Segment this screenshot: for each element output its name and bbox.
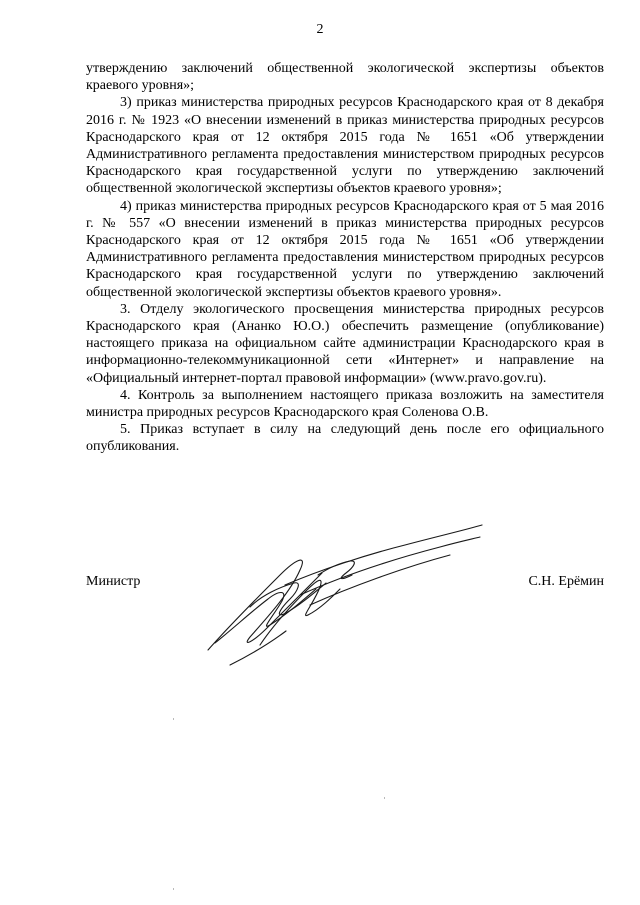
scan-speck xyxy=(173,888,174,890)
page-number: 2 xyxy=(316,22,324,37)
scan-speck xyxy=(384,797,385,799)
signatory-name: С.Н. Ерёмин xyxy=(528,574,604,589)
handwritten-signature xyxy=(190,515,490,675)
scan-speck xyxy=(173,718,174,720)
paragraph-point-4-control: 4. Контроль за выполнением настоящего приказа возложить на заместителя министра природных ресурсов Краснодарского края Соленова О.В. xyxy=(86,387,604,421)
signatory-role: Министр xyxy=(86,574,141,589)
paragraph-item-3-order-1923: 3) приказ министерства природных ресурсов Краснодарского края от 8 декабря 2016 г. № 1923 «О внесении изменений в приказ министерства природных ресурсов Краснодарского края от 12 октября 2015 года № 1651 «Об утверждении Административного регламента предоставления министерством природных ресурсов Краснодарского края государственной услуги по утверждению заключений общественной экологической экспертизы объектов краевого уровня»; xyxy=(86,95,604,197)
paragraph-continuation: утверждению заключений общественной экологической экспертизы объектов краевого уровня»; xyxy=(86,61,604,94)
paragraph-point-3-publication: 3. Отделу экологического просвещения министерства природных ресурсов Краснодарского края (Ананко Ю.О.) обеспечить размещение (опубликование) настоящего приказа на официальном сайте администрации Краснодарского края в информационно-телекоммуникационной сети «Интернет» и направление на «Официальный интернет-портал правовой информации» (www.pravo.gov.ru). xyxy=(86,301,604,386)
paragraph-point-5-effective-date: 5. Приказ вступает в силу на следующий день после его официального опубликования. xyxy=(86,422,604,455)
document-body xyxy=(86,60,604,456)
paragraph-item-4-order-557: 4) приказ министерства природных ресурсов Краснодарского края от 5 мая 2016 г. № 557 «О внесении изменений в приказ министерства природных ресурсов Краснодарского края от 12 октября 2015 года № 1651 «Об утверждении Административного регламента предоставления министерством природных ресурсов Краснодарского края государственной услуги по утверждению заключений общественной экологической экспертизы объектов краевого уровня». xyxy=(86,198,604,300)
